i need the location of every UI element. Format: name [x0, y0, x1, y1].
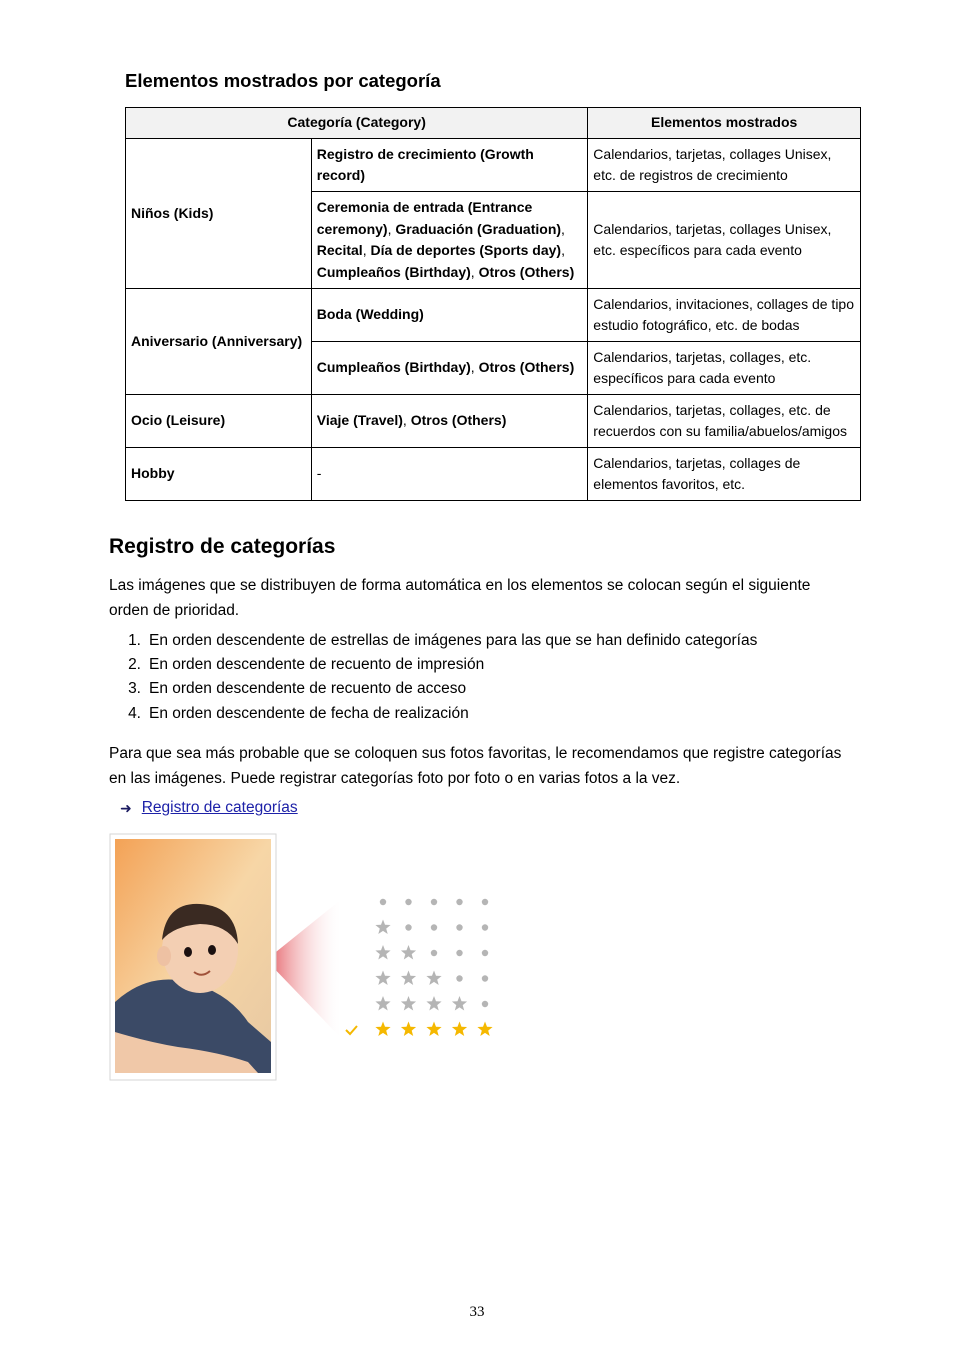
empty-dot-icon — [456, 975, 462, 981]
subcategory-cell — [311, 289, 588, 342]
note-paragraph: Para que sea más probable que se coloquen sus fotos favoritas, le recomendamos que registre categorías en las imágenes. Puede registrar categorías foto por foto o en varias fotos a la vez. — [109, 745, 842, 787]
table-row — [126, 448, 861, 501]
category-cell: Aniversario (Anniversary) — [126, 289, 312, 395]
category-cell: Niños (Kids) — [126, 139, 312, 289]
subcategory-label: Boda (Wedding) — [316, 306, 424, 323]
subcategory-label: Graduación (Graduation) — [395, 220, 562, 237]
table-row — [126, 395, 861, 448]
empty-dot-icon — [431, 899, 437, 905]
list-item-text: En orden descendente de fecha de realización — [149, 704, 469, 722]
star-icon — [426, 1022, 441, 1037]
star-icon — [477, 1022, 492, 1037]
empty-dot-icon — [482, 924, 488, 930]
star-icon — [375, 1022, 390, 1037]
list-item-text: En orden descendente de recuento de impresión — [149, 656, 485, 674]
subcategory-cell — [311, 448, 588, 501]
rating-illustration — [108, 832, 508, 1084]
subcategory-label: Registro de crecimiento (Growth record) — [316, 145, 534, 183]
list-item — [109, 629, 757, 653]
star-rating-grid — [375, 899, 492, 1036]
subcategory-label: Ceremonia de entrada (Entrance ceremony) — [316, 199, 533, 237]
items-cell: Calendarios, tarjetas, collages de elementos favoritos, etc. — [588, 448, 861, 501]
category-cell: Hobby — [126, 448, 312, 501]
empty-dot-icon — [431, 924, 437, 930]
list-number: 2. — [128, 656, 141, 674]
list-item — [109, 702, 757, 726]
subcategory-label: Recital — [316, 242, 363, 258]
page-number: 33 — [469, 1304, 485, 1320]
star-icon — [426, 996, 441, 1011]
empty-dot-icon — [482, 975, 488, 981]
table-header-category: Categoría (Category) — [126, 108, 588, 139]
category-cell: Ocio (Leisure) — [126, 395, 312, 448]
items-cell: Calendarios, invitaciones, collages de tipo estudio fotográfico, etc. de bodas — [588, 289, 861, 342]
section-title-register: Registro de categorías — [109, 535, 336, 558]
subcategory-cell: Viaje (Travel), Otros (Others) — [311, 395, 588, 448]
subcategory-label: - — [316, 465, 322, 482]
subcategory-label: Cumpleaños (Birthday) — [316, 263, 471, 280]
empty-dot-icon — [482, 950, 488, 956]
section-title-elements: Elementos mostrados por categoría — [125, 70, 441, 91]
empty-dot-icon — [405, 924, 411, 930]
intro-paragraph: Las imágenes que se distribuyen de forma automática en los elementos se colocan según el siguiente orden de prioridad. — [109, 577, 811, 619]
category-table — [125, 107, 861, 501]
baby-photo — [110, 834, 276, 1080]
empty-dot-icon — [456, 899, 462, 905]
list-item — [109, 653, 757, 677]
star-icon — [401, 1022, 416, 1037]
category-table-body — [126, 139, 861, 501]
star-icon — [375, 996, 390, 1011]
star-icon — [375, 920, 390, 935]
list-number: 3. — [128, 680, 141, 698]
star-icon — [401, 945, 416, 960]
star-icon — [375, 945, 390, 960]
link-row — [120, 799, 298, 817]
star-icon — [452, 996, 467, 1011]
priority-list — [109, 629, 757, 726]
star-icon — [401, 971, 416, 986]
list-number: 4. — [128, 704, 141, 722]
subcategory-label: Cumpleaños (Birthday) — [316, 359, 471, 376]
table-row — [126, 289, 861, 342]
table-header-items: Elementos mostrados — [588, 108, 861, 139]
check-icon — [346, 1026, 357, 1034]
star-icon — [375, 971, 390, 986]
list-item — [109, 677, 757, 701]
register-categories-link[interactable]: Registro de categorías — [141, 799, 298, 816]
subcategory-label: Otros (Others) — [410, 412, 507, 429]
empty-dot-icon — [456, 924, 462, 930]
subcategory-cell: Ceremonia de entrada (Entrance ceremony), Graduación (Graduation), Recital, Día de deportes (Sports day), Cumpleaños (Birthday), Otros (Others) — [311, 192, 588, 289]
empty-dot-icon — [405, 899, 411, 905]
arrow-right-icon: ➜ — [120, 799, 132, 816]
empty-dot-icon — [456, 950, 462, 956]
empty-dot-icon — [482, 899, 488, 905]
star-icon — [401, 996, 416, 1011]
star-icon — [426, 971, 441, 986]
empty-dot-icon — [482, 1001, 488, 1007]
subcategory-label: Día de deportes (Sports day) — [370, 242, 562, 258]
items-cell: Calendarios, tarjetas, collages Unisex, etc. específicos para cada evento — [588, 192, 861, 289]
table-row — [126, 139, 861, 192]
list-number: 1. — [128, 632, 141, 649]
list-item-text: En orden descendente de recuento de acceso — [149, 680, 467, 698]
items-cell: Calendarios, tarjetas, collages Unisex, etc. de registros de crecimiento — [588, 139, 861, 192]
subcategory-cell: Cumpleaños (Birthday), Otros (Others) — [311, 342, 588, 395]
subcategory-label: Otros (Others) — [478, 263, 575, 280]
empty-dot-icon — [380, 899, 386, 905]
items-cell: Calendarios, tarjetas, collages, etc. de recuerdos con su familia/abuelos/amigos — [588, 395, 861, 448]
star-icon — [452, 1022, 467, 1037]
subcategory-cell — [311, 139, 588, 192]
empty-dot-icon — [431, 950, 437, 956]
items-cell: Calendarios, tarjetas, collages, etc. específicos para cada evento — [588, 342, 861, 395]
subcategory-label: Viaje (Travel) — [316, 412, 403, 429]
list-item-text: En orden descendente de estrellas de imágenes para las que se han definido categorías — [149, 632, 758, 649]
selection-beam — [266, 898, 343, 1040]
subcategory-label: Otros (Others) — [478, 359, 575, 376]
